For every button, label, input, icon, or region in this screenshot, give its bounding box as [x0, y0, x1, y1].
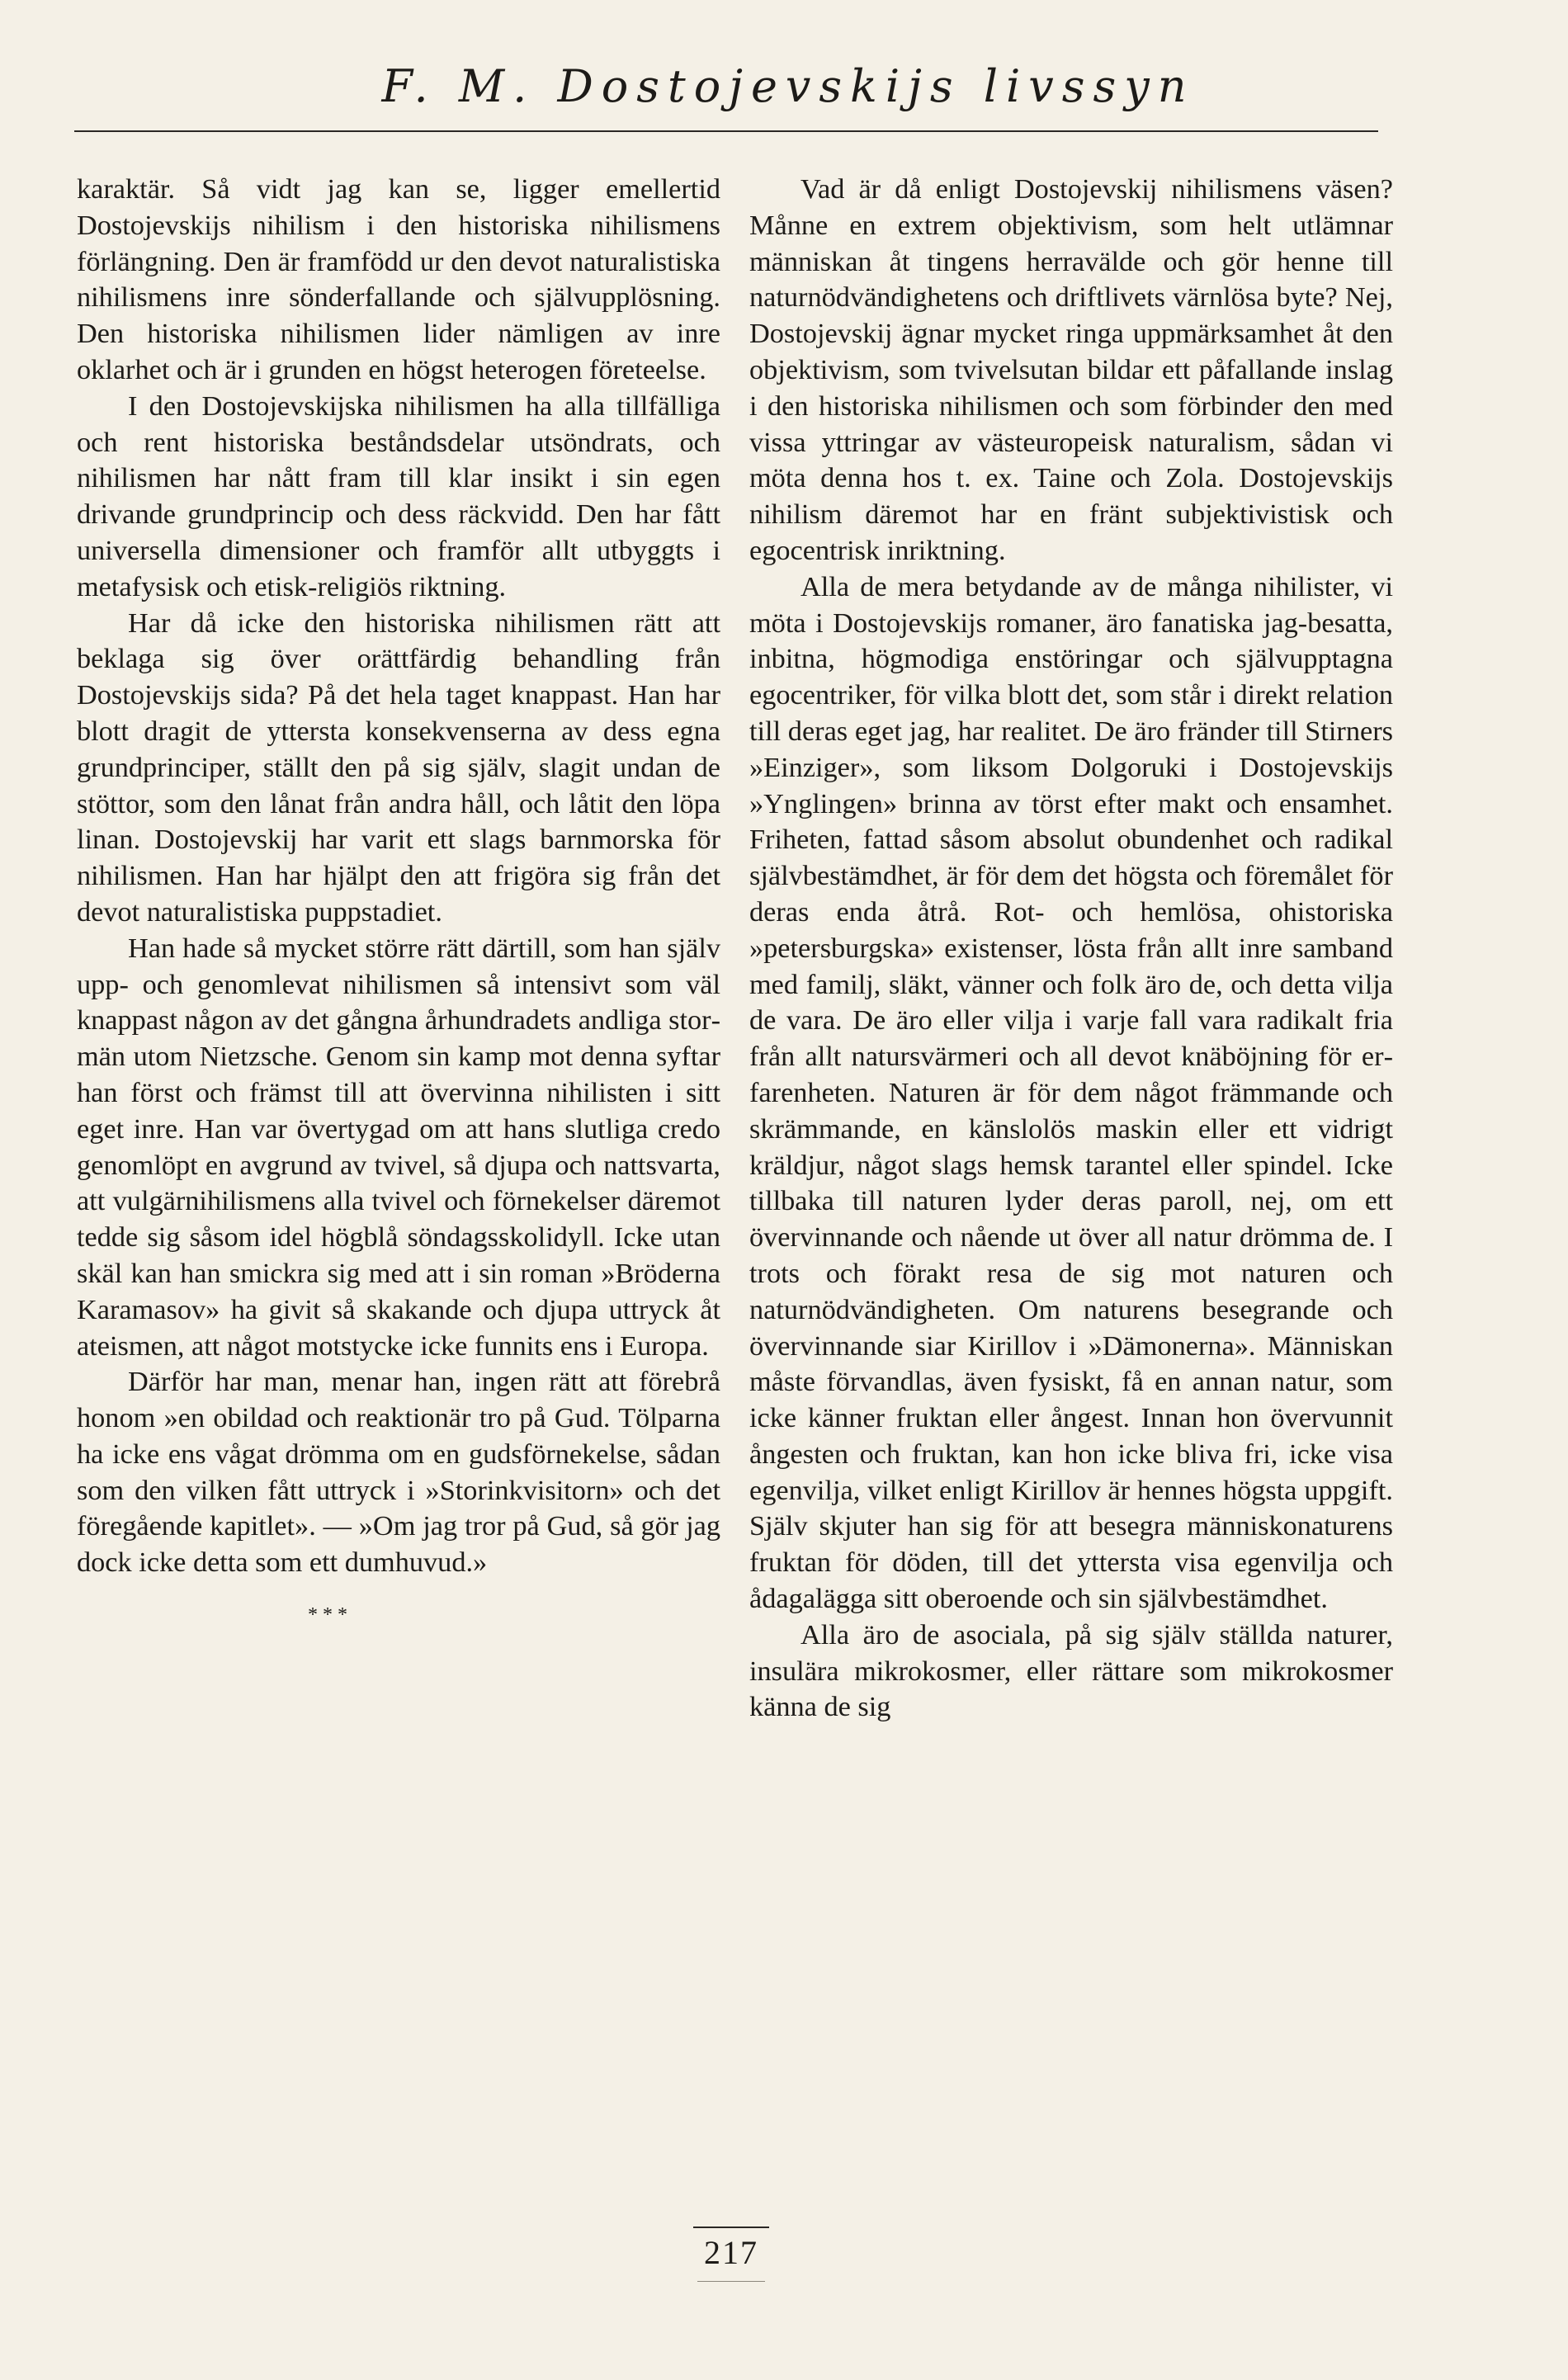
- left-column: [77, 172, 720, 1652]
- page-number-underline: [697, 2281, 765, 2282]
- paragraph: Alla äro de asociala, på sig själv ställda naturer, insulära mikrokosmer, eller rättare som mikrokosmer känna de sig: [749, 1618, 1393, 1723]
- page-number-rule: [693, 2227, 769, 2228]
- section-separator: * * *: [308, 1604, 347, 1627]
- header-rule: [74, 130, 1378, 132]
- paragraph: Vad är då enligt Dostojevskij nihilismens väsen? Månne en extrem objektivism, som helt utlämnar människan åt tingens herravälde och gör henne till naturnödvändighetens och driftlivets värnlösa byte? Nej, Dostojevskij ägnar mycket ringa uppmärksamhet åt den objektivism, som tvivelsutan bildar ett påfallande inslag i den historiska nihilismen och som förbinder den med vissa yttringar av västeuropeisk naturalism, sådan vi möta denna hos t. ex. Taine och Zola. Dostojevskijs nihilism däremot har en fränt subjektivistisk och egocentrisk inriktning.: [749, 173, 1393, 566]
- paragraph: Alla de mera betydande av de många nihilister, vi möta i Dostojevskijs romaner, äro fanatiska jag-besatta, inbitna, högmodiga enstöringar och självupptagna egocentriker, för vilka blott det, som står i direkt relation till deras eget jag, har realitet. De äro fränder till Stirners »Einziger», som liksom Dolgoruki i Dostojevskijs »Ynglingen» brinna av törst efter makt och ensamhet. Friheten, fattad såsom absolut obundenhet och radikal självbestämdhet, är för dem det högsta och föremålet för deras enda åtrå. Rot- och hemlösa, ohistoriska »petersburgska» existenser, lösta från allt inre samband med familj, släkt, vänner och folk äro de, och detta vilja de vara. De äro eller vilja i varje fall vara radikalt fria från allt natursvärmeri och all devot knäböjning för erfarenheten. Naturen är för dem något främmande och skrämmande, en känslolös maskin eller ett vidrigt kräldjur, något slags hemsk tarantel eller spindel. Icke tillbaka till naturen lyder deras paroll, nej, om ett övervinnande och nående ut över all natur drömma de. I trots och förakt resa de sig mot naturen och naturnödvändigheten. Om naturens besegrande och övervinnande siar Kirillov i »Dämonerna». Människan måste förvandlas, även fysiskt, få en annan natur, som icke känner fruktan eller ångest. Innan hon övervunnit ångesten och fruktan, kan hon icke bliva fri, icke visa egenvilja, vilket enligt Kirillov är hennes högsta uppgift. Själv skjuter han sig för att besegra människonaturens fruktan för döden, till det yttersta visa egenvilja och ådagalägga sitt oberoende och sin självbestämdhet.: [749, 570, 1393, 1615]
- paragraph: Därför har man, menar han, ingen rätt att förebrå honom »en obildad och reaktionär tro på Gud. Tölparna ha icke ens vågat drömma om en gudsförnekelse, sådan som den vilken fått uttryck i »Storinkvisitorn» och det föregående kapitlet». — »Om jag tror på Gud, så gör jag dock icke detta som ett dumhuvud.»: [77, 1366, 720, 1579]
- paragraph: Har då icke den historiska nihilismen rätt att beklaga sig över orättfärdig behandling från Dostojevskijs sida? På det hela taget knappast. Han har blott dragit de yttersta konsekvenserna av dess egna grundprinciper, ställt den på sig själv, slagit undan de stöttor, som den lånat från andra håll, och låtit den löpa linan. Dostojevskij har varit ett slags barnmorska för nihilismen. Han har hjälpt den att frigöra sig från det devot naturalistiska puppstadiet.: [77, 607, 720, 928]
- paragraph: I den Dostojevskijska nihilismen ha alla tillfälliga och rent historiska beståndsdelar utsöndrats, och nihilismen har nått fram till klar insikt i sin egen drivande grundprincip och dess räckvidd. Den har fått universella dimensioner och framför allt utbyggts i metafysisk och etisk-religiös riktning.: [77, 390, 720, 602]
- running-header: F. M. Dostojevskijs livssyn: [381, 60, 1195, 112]
- paragraph: Han hade så mycket större rätt därtill, som han själv upp- och genomlevat nihilismen så intensivt som väl knappast någon av det gångna århundradets andliga stormän utom Nietzsche. Genom sin kamp mot denna syftar han först och främst till att övervinna nihilisten i sitt eget inre. Han var övertygad om att hans slutliga credo genomlöpt en avgrund av tvivel, så djupa och nattsvarta, att vulgärnihilismens alla tvivel och förnekelser däremot tedde sig såsom idel högblå söndagsskolidyll. Icke utan skäl kan han smickra sig med att i sin roman »Bröderna Karamasov» ha givit så skakande och djupa uttryck åt ateismen, att något motstycke icke funnits ens i Europa.: [77, 932, 721, 1362]
- paragraph: karaktär. Så vidt jag kan se, ligger emellertid Dostojevskijs nihilism i den historiska nihilismens förlängning. Den är framfödd ur den devot naturalistiska nihilismens inre sönderfallande och självupplösning. Den historiska nihilismen lider nämligen av inre oklarhet och är i grunden en högst heterogen företeelse.: [77, 173, 720, 385]
- right-column: [749, 172, 1393, 1726]
- page-number: 217: [704, 2234, 758, 2271]
